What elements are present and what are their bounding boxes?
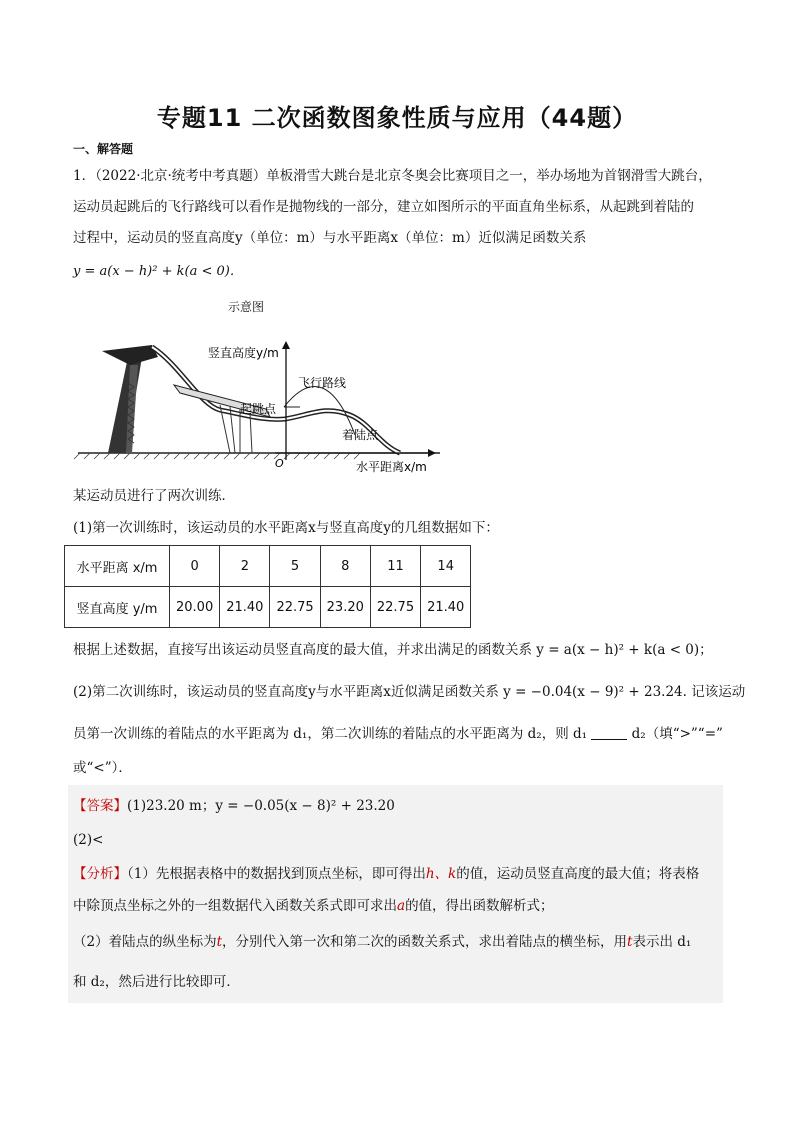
analysis-text: （2）着陆点的纵坐标为 [73,934,217,950]
ski-jump-diagram [70,335,450,475]
table-cell: 2 [220,546,270,587]
analysis-text: 中除顶点坐标之外的一组数据代入函数关系式即可求出 [73,898,397,914]
part2-line-2a: 员第一次训练的着陆点的水平距离为 d₁，第二次训练的着陆点的水平距离为 d₂，则 d₁ [73,726,588,742]
answer-blank[interactable] [591,727,627,740]
problem-line-3: 过程中，运动员的竖直高度y（单位：m）与水平距离x（单位：m）近似满足函数关系 [73,230,587,246]
origin-label: O [275,457,284,470]
answer-tag: 【答案】 [73,798,127,814]
x-axis-arrow [428,449,436,457]
analysis-text: ，分别代入第一次和第二次的函数关系式，求出着陆点的横坐标，用 [222,934,628,950]
answer-part1: (1)23.20 m；y = −0.05(x − 8)² + 23.20 [127,798,395,814]
table-cell: 11 [370,546,420,587]
landing-label: 着陆点 [342,428,379,442]
table-row-header: 水平距离 x/m [65,546,170,587]
table-row [65,587,471,628]
section-heading: 一、解答题 [73,142,134,156]
analysis-line-2 [73,896,554,916]
ground-hatch [74,453,360,459]
figure-caption: 示意图 [228,300,265,314]
part2-line-3: 或“<”）． [73,760,132,776]
takeoff-label: 起跳点 [240,402,277,416]
page-title: 专题11 二次函数图象性质与应用（44题） [156,104,638,132]
analysis-text: （1）先根据表格中的数据找到顶点坐标，即可得出 [127,866,426,882]
part1-question: 根据上述数据，直接写出该运动员竖直高度的最大值，并求出满足的函数关系 y = a(x − h)² + k(a < 0)； [73,642,713,658]
analysis-var: t [627,934,633,950]
table-cell: 21.40 [220,587,270,628]
table-row [65,546,471,587]
table-cell: 5 [270,546,320,587]
table-cell: 21.40 [421,587,471,628]
answer-part2: (2)< [73,832,104,848]
x-axis-label: 水平距离x/m [356,460,427,474]
table-row-header: 竖直高度 y/m [65,587,170,628]
problem-formula: y = a(x − h)² + k(a < 0)． [73,264,243,279]
problem-line-1: 1．（2022·北京·统考中考真题）单板滑雪大跳台是北京冬奥会比赛项目之一，举办场地为首钢滑雪大跳台， [73,168,712,184]
analysis-tag: 【分析】 [73,866,127,882]
table-cell: 14 [421,546,471,587]
analysis-line-1 [73,864,699,884]
problem-line-2: 运动员起跳后的飞行路线可以看作是抛物线的一部分，建立如图所示的平面直角坐标系，从起跳到着陆的 [73,199,694,215]
analysis-var: a [397,898,406,914]
answer-line-1 [73,796,395,816]
part2-line-2 [73,724,723,744]
part1-text: (1)第一次训练时，该运动员的水平距离x与竖直高度y的几组数据如下： [73,520,499,536]
flight-label: 飞行路线 [298,376,347,390]
analysis-var: t [216,934,223,950]
table-cell: 22.75 [370,587,420,628]
y-axis-arrow [282,341,290,349]
data-table [64,545,471,628]
analysis-var: h、k [425,866,457,882]
y-axis-label: 竖直高度y/m [208,346,279,360]
part2-line-1: (2)第二次训练时，该运动员的竖直高度y与水平距离x近似满足函数关系 y = −0.04(x − 9)² + 23.24. 记该运动 [73,684,746,700]
table-cell: 20.00 [170,587,220,628]
analysis-text: 表示出 d₁ [632,934,692,950]
part2-line-2b: d₂（填“>”“=” [631,726,723,742]
intro-text: 某运动员进行了两次训练． [73,488,235,504]
tower-top [102,345,158,365]
analysis-line-4: 和 d₂，然后进行比较即可． [73,974,240,990]
table-cell: 22.75 [270,587,320,628]
analysis-text: 的值，运动员竖直高度的最大值；将表格 [456,866,700,882]
answer-panel [68,785,723,1003]
table-cell: 0 [170,546,220,587]
table-cell: 8 [320,546,370,587]
table-cell: 23.20 [320,587,370,628]
analysis-line-3 [73,932,691,952]
analysis-text: 的值，得出函数解析式； [405,898,554,914]
